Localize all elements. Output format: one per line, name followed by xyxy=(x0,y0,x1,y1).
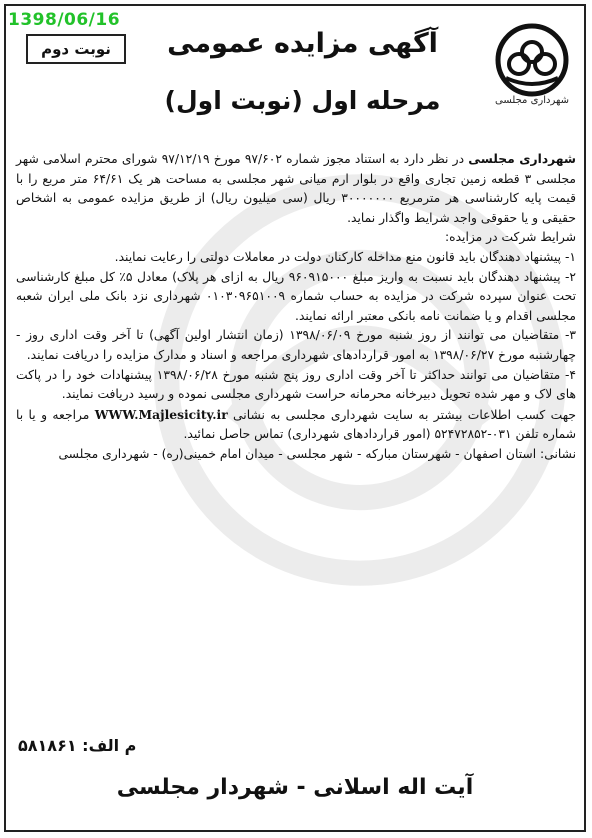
ad-body xyxy=(16,150,576,465)
publish-date-stamp: 1398/06/16 xyxy=(8,10,121,30)
condition-item-2: ۲- پیشنهاد دهندگان باید نسبت به واریز مبلغ ۹۶۰۹۱۵۰۰۰ ریال به ازای هر پلاک) معادل ۵٪ کل مبلغ کارشناسی تحت عنوان سپرده شرکت در مزایده به حساب شماره ۰۱۰۳۰۹۶۵۱۰۰۹ شهرداری نزد بانک ملی ایران شعبه مجلسی اقدام و یا ضمانت نامه بانکی معتبر ارائه نمایند. xyxy=(16,269,577,323)
round-badge: نوبت دوم xyxy=(26,34,126,64)
page-subtitle: مرحله اول (نوبت اول) xyxy=(164,86,441,115)
condition-item-1: ۱- پیشنهاد دهندگان باید قانون منع مداخله کارکنان دولت در معاملات دولتی را رعایت نمایند. xyxy=(114,249,576,264)
conditions-heading: شرایط شرکت در مزایده: xyxy=(444,230,576,245)
info-after: مراجعه و یا با شماره تلفن ۰۳۱-۵۲۴۷۲۸۵۲ (امور قراردادهای شهرداری) تماس حاصل نمائید. xyxy=(16,407,576,442)
logo-caption: شهرداری مجلسی xyxy=(495,95,569,106)
info-before: جهت کسب اطلاعات بیشتر به سایت شهرداری مجلسی به نشانی xyxy=(227,407,576,422)
condition-item-4: ۴- متقاضیان می توانند حداکثر تا آخر وقت اداری روز پنج شنبه مورخ ۱۳۹۸/۰۶/۲۸ پیشنهادات خود را در پاکت های لاک و مهر شده تحویل دبیرخانه محرمانه حراست شهرداری مجلسی نموده و رسید دریافت نمایند. xyxy=(16,367,576,402)
info-paragraph xyxy=(16,405,576,445)
signature: آیت اله اسلانی - شهردار مجلسی xyxy=(116,775,474,800)
reference-code: م الف: ۵۸۱۸۶۱ xyxy=(18,736,137,755)
intro-bold: شهرداری مجلسی xyxy=(468,152,576,166)
website-link[interactable]: WWW.Majlesicity.ir xyxy=(94,406,228,422)
condition-item-3: ۳- متقاضیان می توانند از روز شنبه مورخ ۱۳۹۸/۰۶/۰۹ (زمان انتشار اولین آگهی) تا آخر وقت اداری روز - چهارشنبه مورخ ۱۳۹۸/۰۶/۲۷ به امور قراردادهای شهرداری مراجعه و اسناد و مدارک مزایده را دریافت نمایند. xyxy=(16,328,576,362)
page-title: آگهی مزایده عمومی xyxy=(167,28,438,59)
intro-paragraph xyxy=(16,150,576,228)
intro-text: در نظر دارد به استناد مجوز شماره ۹۷/۶۰۲ مورخ ۹۷/۱۲/۱۹ شورای محترم اسلامی شهر مجلسی ۳ قطعه زمین تجاری واقع در بلوار ارم میانی شهر مجلسی به مساحت هر یک ۶۴/۶۱ متر مربع را با قیمت پایه کارشناسی هر مترمربع ۳۰۰۰۰۰۰۰ ریال (سی میلیون ریال) از طریق مزایده عمومی به اشخاص حقیقی و یا حقوقی واجد شرایط واگذار نماید. xyxy=(16,152,577,225)
address: نشانی: استان اصفهان - شهرستان مبارکه - شهر مجلسی - میدان امام خمینی(ره) - شهرداری مجلسی xyxy=(58,446,576,461)
